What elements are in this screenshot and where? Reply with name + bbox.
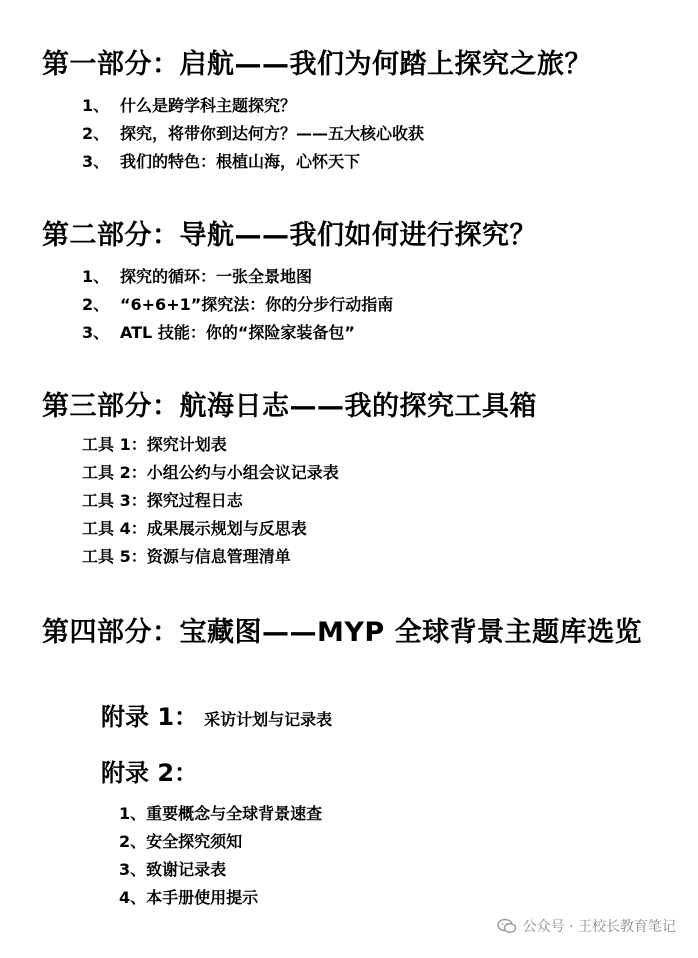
item-text: “6+6+1”探究法：你的分步行动指南: [120, 295, 394, 314]
part2-item-1: [82, 264, 312, 287]
watermark: [497, 916, 676, 936]
appendix2-item-3: 3、致谢记录表: [119, 860, 227, 879]
item-text: 探究，将带你到达何方？——五大核心收获: [120, 124, 425, 143]
appendix2-item-1: 1、重要概念与全球背景速查: [119, 804, 323, 823]
part2-item-3: [82, 320, 355, 343]
appendix1-subtitle: 采访计划与记录表: [204, 710, 333, 729]
part2-item-2: [82, 292, 393, 315]
watermark-text: 公众号 · 王校长教育笔记: [522, 919, 676, 935]
part2-title: 第二部分：导航——我们如何进行探究？: [42, 220, 537, 251]
item-text: ATL 技能：你的“探险家装备包”: [120, 323, 355, 342]
item-text: 什么是跨学科主题探究？: [120, 96, 297, 115]
appendix2-item-2: 2、安全探究须知: [119, 832, 243, 851]
item-number: 2、: [82, 295, 110, 314]
part3-tool-1: 工具 1：探究计划表: [82, 435, 227, 454]
part3-tool-2: 工具 2：小组公约与小组会议记录表: [82, 463, 339, 482]
item-text: 我们的特色：根植山海，心怀天下: [120, 152, 361, 171]
item-number: 1、: [82, 96, 110, 115]
appendix2-item-4: 4、本手册使用提示: [119, 888, 259, 907]
part3-tool-3: 工具 3：探究过程日志: [82, 491, 243, 510]
part4-title: 第四部分：宝藏图——MYP 全球背景主题库选览: [42, 617, 643, 648]
part1-item-3: [82, 149, 360, 172]
item-number: 3、: [82, 323, 110, 342]
part3-tool-4: 工具 4：成果展示规划与反思表: [82, 519, 307, 538]
appendix1-heading: [101, 697, 332, 732]
part3-tool-5: 工具 5：资源与信息管理清单: [82, 547, 291, 566]
item-number: 3、: [82, 152, 110, 171]
part3-title: 第三部分：航海日志——我的探究工具箱: [42, 391, 537, 422]
part1-title: 第一部分：启航——我们为何踏上探究之旅？: [42, 49, 592, 80]
item-text: 探究的循环：一张全景地图: [120, 267, 313, 286]
part1-item-1: [82, 93, 296, 116]
item-number: 1、: [82, 267, 110, 286]
appendix1-title: 附录 1：: [101, 703, 199, 731]
part1-item-2: [82, 121, 424, 144]
item-number: 2、: [82, 124, 110, 143]
wechat-icon: [497, 918, 517, 934]
appendix2-title: 附录 2：: [101, 759, 199, 787]
